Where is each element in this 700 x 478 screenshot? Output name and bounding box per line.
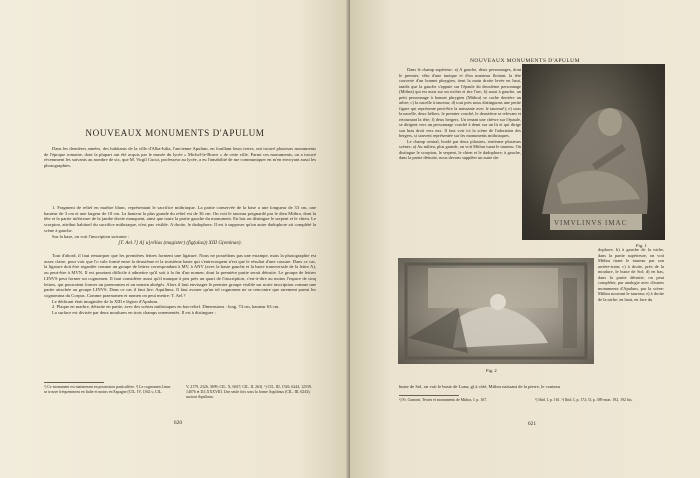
paragraph: Le dédicant était imaginifer de la XIII e légion d'Apulum. <box>52 298 159 304</box>
inscription-1: [T. Ael.?] A[ u]rélius (magister) (fig(ulus)) XIII G(eminae). <box>118 240 242 246</box>
footnotes-left-col: ¹) Fr. Cumont, Textes et monuments de Mithra, I. p. 167. <box>399 398 488 402</box>
relief-photo-2 <box>398 258 594 364</box>
paragraph: La surface est divisée par deux moulures en trois champs ornementés. Il est à distinguer : <box>52 310 216 316</box>
right-narrow-column <box>598 247 664 302</box>
footnotes-right-col: ²) Ibid. I, p. 161. ³) Ibid. I, p. 172; II, p. 389 mon. 192, 192 bis. <box>535 398 633 402</box>
figure-2-photo <box>398 258 594 364</box>
page-number-right: 621 <box>527 421 537 427</box>
paragraph: Dans les dernières années, des habitants de la ville d'Alba-Iulia, l'ancienne Apulum, en fouillant leurs terres, ont trouvé plusieurs monuments de l'époque romaine, dont la plupart ont été acquis par le musée du lycée « Michel-le-Brave » de cette ville. Parmi ces monuments, on a trouvé récemment les suivants au nombre de six, que M. Virgil Cucui, professeur au lycée, a eu l'amabilité de me communiquer en m'en envoyant aussi les photographies. <box>44 146 316 169</box>
monument-1-paragraph <box>44 205 316 239</box>
relief-photo-1 <box>522 64 665 240</box>
figure-2-caption: Fig. 2 <box>486 368 497 373</box>
commentary-paragraph <box>44 253 316 316</box>
footnote-rule <box>399 395 459 396</box>
paragraph: 1. Fragment de relief en marbre blanc, représentant le sacrifice mithriaque. La partie conservée de la base a une longueur de 33 cm, une hauteur de 3 cm et une largeur de 10 cm. La hauteur la plus grande du relief est de 36 cm. On voit le taureau poignardé par le dieu Mithra, dont la tête et la partie inférieure de la jambe droite manquent, ainsi que toute la partie gauche du monument. En bas on distingue le serpent et le chien. Le scorpion, attribut habituel du sacrifice mithriaque, n'est pas visible. A droite, le dadophore. Il est à supposer qu'un autre dadophore ait complété la scène à gauche. <box>44 205 316 233</box>
paragraph: Le champ central, bordé par deux pilastres, renferme plusieurs scènes: a) Au milieu, plus grande, on voit Mithra tuant le taureau. On distingue le scorpion, le serpent, le chien et le dadophore; à gauche, dans la partie détruite, nous devons suppléer un autre da- <box>399 138 521 160</box>
right-bottom-line: buste de Sol, on voit le buste de Luna; g) à côté, Mithra naissant de la pierre, le couteau <box>399 384 560 389</box>
paragraph: dophore; b) à gauche de la niche, dans la partie supérieure, on voit Mithra tirant le taureau par son arrière-train; c) à droite, près de la moulure, le buste de Sol; d) en bas, dans la partie détruite, on peut compléter, par analogie avec d'autres monuments d'Apulum, par la scène: Mithra nouvant le taureau; e) à droite de la niche, en haut, en face du <box>598 247 664 302</box>
paragraph: 2. Plaque en marbre, détruite en partie, avec des scènes mithriaques en bas-relief. Dimensions : long. 74 cm, hauteur 63 cm. <box>52 304 280 310</box>
article-title: NOUVEAUX MONUMENTS D'APULUM <box>85 128 265 138</box>
footnotes-left-col: ¹) Ce monument est maintenant en possession particulière. ²) Le cognomen Linus se trouve fréquemment en Italie et moins en Espagne (CIL. IV, 1362 s; CIL. <box>44 385 171 394</box>
page-number-left: 620 <box>173 420 183 426</box>
paragraph: Sur la base, on voit l'inscription suivante : <box>52 233 130 239</box>
footnotes-right-col: V, 2179, 2326, 3699; CIL. X, 6637; CIL. II, 263). ³) CIL. III, 1526, 6244, 12539, 14076 et D.LXXXVIII. Une seule fois sous la forme Aquilinus (CIL. III, 6243); surtout Aquilinus. <box>186 385 312 399</box>
footnote-rule <box>44 382 104 383</box>
running-header: NOUVEAUX MONUMENTS D'APULUM <box>469 58 580 64</box>
svg-text:VIMVLINVS IMAC: VIMVLINVS IMAC <box>554 219 628 227</box>
paragraph: Tout d'abord, il faut remarquer que les premières lettres forment une ligature. Nous ne possédons pas une estampe, mais la photographie est assez claire, pour voir que l'o vale formé entre la deuxième et la troisième haste qui s'entrecoupent n'est que le résultat d'une cassure. Dans ce cas, la ligature doit être regardée comme un groupe de lettres correspondant à MV, à ANV (avec la haste gauche et la barre transversale de la lettre A), ou peut-être à MVN. Il est pourtant difficile à admettre qu'il soit à la fin d'un nomen, dont la première partie serait détruite. Le groupe de lettres LINVS peut former un cognomen. Il faut considérer aussi qu'il manque à peu près un quart de l'inscription, c'est-à-dire au moins l'espace de cinq lettres, qui pourraient former un praenomen et un nomen abrégés. Alors il faut envisager le premier groupe visible sur notre inscription comme une partie attachée au groupe LINVS. Dans ce cas il faut lire: Aquilinus. Il faut avouer qu'un tel cognomen ne se rencontre que rarement parmi les cognomina du Corpus. Comme praenomen et nomen on peut mettre: T. Ael.? <box>44 253 316 298</box>
intro-paragraph <box>44 146 316 169</box>
figure-1-caption: Fig. 1 <box>636 243 647 248</box>
right-text-column <box>399 67 521 161</box>
paragraph: Dans le champ supérieur: a) A gauche, deux personnages, dont le premier, vêtu d'une tunique et d'un manteau flottant, la tête couverte d'un bonnet phrygien, tient la main droite levée en haut, tandis que la gauche s'appuie sur l'épaule du deuxième personnage (Mithra) qui est assis sur un rocher et tire l'arc; b) aussi à gauche, un petit personnage à bonnet phrygien (Mithra) se cache derrière un arbre; c) la nacelle à taureau; d) tout près nous distinguons une petite figure qui représente peut-être la naissante avec le taureau¹); e) sous la nacelle, deux béliers, le premier couché, le deuxième se relevant et retournant la tête; f) deux bergers. Un tenant une chèvre sur l'épaule, se dirigent vers un personnage couché à demi sur un lit et qui dirige son bras droit vers eux. Il faut voir ici la scène de l'adoration des bergers, si souvent représentée sur les monuments mithriaques. <box>399 67 521 138</box>
figure-1-photo <box>522 64 665 240</box>
